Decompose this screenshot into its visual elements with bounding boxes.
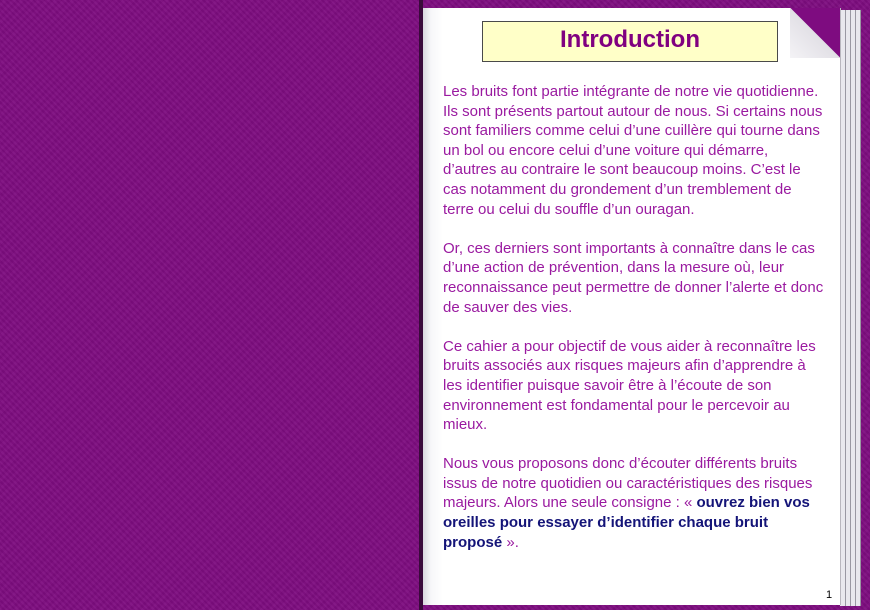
- page-corner-fold: [790, 8, 840, 58]
- page-number: 1: [826, 589, 833, 601]
- paragraph: Or, ces derniers sont importants à connaître dans le cas d’une action de prévention, dans la mesure où, leur reconnaissance peut permettre de donner l’alerte et donc de sauver des vies.: [443, 239, 824, 316]
- paragraph-final: [443, 454, 825, 552]
- paragraph: Les bruits font partie intégrante de notre vie quotidienne. Ils sont présents partout autour de nous. Si certains nous sont familiers comme celui d’une cuillère qui tourne dans un bol ou encore celui d’une voiture qui démarre, d’autres au contraire le sont beaucoup moins. C’est le cas notamment du grondement d’un tremblement de terre ou celui du souffle d’un ouragan.: [443, 83, 823, 218]
- page-edge: [856, 10, 861, 606]
- title-box: [482, 21, 778, 62]
- paragraph: Ce cahier a pour objectif de vous aider à reconnaître les bruits associés aux risques majeurs afin d’apprendre à les identifier puisque savoir être à l’écoute de son environnement est fondamental pour le percevoir au mieux.: [443, 337, 816, 434]
- body-text: [443, 82, 825, 552]
- paragraph-lead: Nous vous proposons donc d’écouter différents bruits issus de notre quotidien ou caractéristiques des risques majeurs. Alors une seule consigne : «: [443, 455, 813, 512]
- page-title: Introduction: [560, 25, 700, 53]
- paragraph-trail: ».: [502, 533, 519, 551]
- page-edge: [840, 10, 846, 606]
- instruction-emphasis: ouvrez bien vos oreilles pour essayer d’identifier chaque bruit proposé: [443, 494, 810, 551]
